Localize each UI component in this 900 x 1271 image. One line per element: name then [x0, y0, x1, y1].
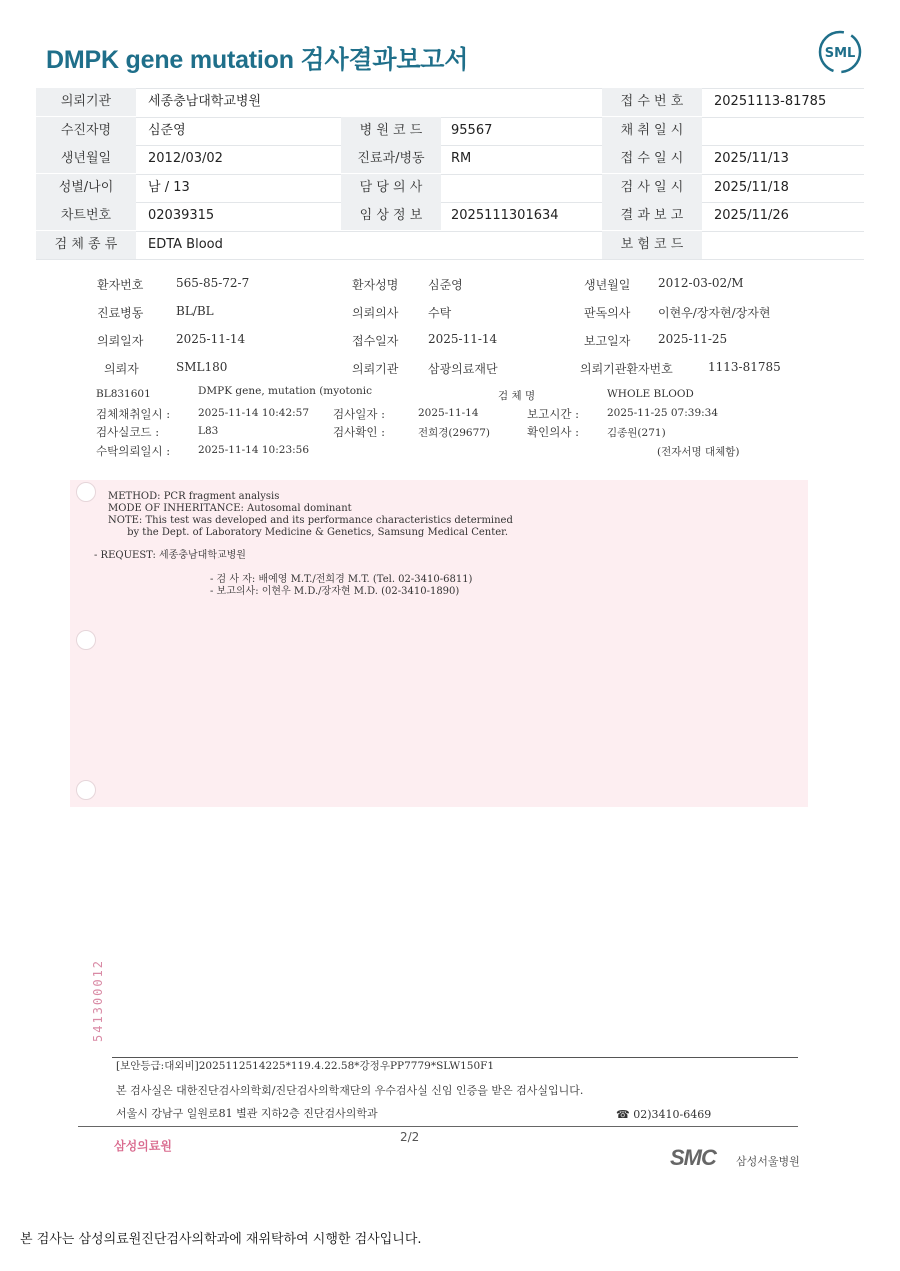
clinical-value: 2025111301634	[451, 208, 559, 223]
detail-collect-label: 검체채취일시 :	[96, 407, 171, 421]
scan-inst-value: 삼광의료재단	[428, 362, 498, 376]
hospital-code-label: 병 원 코 드	[341, 117, 441, 145]
scan-rep-date-label: 보고일자	[584, 334, 631, 348]
patient-info-table	[36, 88, 864, 260]
scan-patient-no-label: 환자번호	[97, 278, 144, 292]
smc-logo: SMC	[670, 1145, 716, 1170]
footer-divider-2	[78, 1126, 798, 1127]
inheritance-line: MODE OF INHERITANCE: Autosomal dominant	[108, 503, 352, 514]
birth-label: 생년월일	[36, 145, 136, 173]
phone-line: ☎ 02)3410-6469	[616, 1108, 712, 1121]
bottom-note: 본 검사는 삼성의료원진단검사의학과에 재위탁하여 시행한 검사입니다.	[20, 1232, 422, 1247]
samsung-medical-org: 삼성의료원	[114, 1139, 172, 1153]
receipt-no-value: 20251113-81785	[714, 94, 827, 109]
scan-rep-date-value: 2025-11-25	[658, 332, 728, 346]
detail-test-date-label: 검사일자 :	[333, 407, 385, 421]
scan-ward-label: 진료병동	[97, 306, 144, 320]
detail-confirm-label: 검사확인 :	[333, 425, 385, 439]
scan-req-date-value: 2025-11-14	[176, 332, 246, 346]
detail-outsource-label: 수탁의뢰일시 :	[96, 444, 171, 458]
chart-value: 02039315	[148, 208, 215, 223]
receipt-no-label: 접 수 번 호	[602, 88, 702, 116]
test-date-label: 검 사 일 시	[602, 174, 702, 202]
detail-report-time-value: 2025-11-25 07:39:34	[607, 407, 719, 419]
report-title: DMPK gene mutation 검사결과보고서	[46, 46, 469, 74]
scan-requester-value: SML180	[176, 360, 228, 374]
scan-inst-patient-label: 의뢰기관환자번호	[580, 362, 673, 376]
detail-lab-code-label: 검사실코드 :	[96, 425, 160, 439]
chart-label: 차트번호	[36, 202, 136, 230]
scan-rec-date-label: 접수일자	[352, 334, 399, 348]
insurance-label: 보 험 코 드	[602, 231, 702, 259]
reporter-line: - 보고의사: 이현우 M.D./장자현 M.D. (02-3410-1890)	[210, 586, 460, 597]
method-line: METHOD: PCR fragment analysis	[108, 491, 280, 502]
doctor-label: 담 당 의 사	[341, 174, 441, 202]
scan-patient-name-value: 심준영	[428, 278, 463, 292]
patient-label: 수진자명	[36, 117, 136, 145]
punch-hole	[76, 780, 96, 800]
scan-req-date-label: 의뢰일자	[97, 334, 144, 348]
security-line: [보안등급:대외비]2025112514225*119.4.22.58*강정우PP7779*SLW150F1	[116, 1060, 495, 1072]
scan-reader-label: 판독의사	[584, 306, 631, 320]
punch-hole	[76, 482, 96, 502]
detail-specimen-value: WHOLE BLOOD	[607, 388, 694, 400]
sex-age-value: 남 / 13	[148, 180, 190, 195]
dept-value: RM	[451, 151, 472, 166]
address-line: 서울시 강남구 일원로81 별관 지하2층 진단검사의학과	[116, 1107, 378, 1120]
scan-inst-label: 의뢰기관	[352, 362, 399, 376]
scan-requester-label: 의뢰자	[104, 362, 139, 376]
scan-ward-value: BL/BL	[176, 304, 214, 318]
referral-label: 의뢰기관	[36, 88, 136, 116]
collect-date-label: 채 취 일 시	[602, 117, 702, 145]
test-code: BL831601	[96, 388, 151, 400]
referral-value: 세종충남대학교병원	[148, 94, 262, 109]
detail-test-date-value: 2025-11-14	[418, 407, 479, 419]
smc-hospital-name: 삼성서울병원	[736, 1155, 800, 1168]
detail-confirm-value: 전희경(29677)	[418, 427, 491, 439]
scan-birth-label: 생년월일	[584, 278, 631, 292]
cert-line: 본 검사실은 대한진단검사의학회/진단검사의학재단의 우수검사실 신임 인증을 받은 검사실입니다.	[116, 1084, 584, 1097]
test-date-value: 2025/11/18	[714, 180, 789, 195]
detail-lab-code-value: L83	[198, 425, 219, 437]
scan-doctor-value: 수탁	[428, 306, 452, 320]
detail-collect-value: 2025-11-14 10:42:57	[198, 407, 310, 419]
scan-inst-patient-value: 1113-81785	[708, 360, 781, 374]
detail-confirm-doctor-value: 김종원(271)	[607, 427, 666, 439]
sml-logo	[818, 30, 862, 74]
dept-label: 진료과/병동	[341, 145, 441, 173]
receipt-date-value: 2025/11/13	[714, 151, 789, 166]
tester-line: - 검 사 자: 배예영 M.T./전희경 M.T. (Tel. 02-3410-6811)	[210, 574, 473, 585]
punch-hole	[76, 630, 96, 650]
detail-report-time-label: 보고시간 :	[527, 407, 579, 421]
request-line: - REQUEST: 세종충남대학교병원	[94, 550, 246, 561]
note-line-2: by the Dept. of Laboratory Medicine & Genetics, Samsung Medical Center.	[108, 527, 509, 538]
report-paper	[70, 480, 808, 807]
scan-rec-date-value: 2025-11-14	[428, 332, 498, 346]
detail-confirm-doctor-label: 확인의사 :	[527, 425, 579, 439]
scan-birth-value: 2012-03-02/M	[658, 276, 744, 290]
note-line-1: NOTE: This test was developed and its performance characteristics determined	[108, 515, 513, 526]
test-name: DMPK gene, mutation (myotonic	[198, 385, 373, 397]
clinical-label: 임 상 정 보	[341, 202, 441, 230]
scan-patient-no-value: 565-85-72-7	[176, 276, 250, 290]
receipt-date-label: 접 수 일 시	[602, 145, 702, 173]
birth-value: 2012/03/02	[148, 151, 223, 166]
esign-note: (전자서명 대체함)	[657, 446, 740, 458]
specimen-label: 검 체 종 류	[36, 231, 136, 259]
detail-outsource-value: 2025-11-14 10:23:56	[198, 444, 310, 456]
report-date-value: 2025/11/26	[714, 208, 789, 223]
hospital-code-value: 95567	[451, 123, 493, 138]
detail-specimen-label: 검 체 명	[498, 390, 536, 402]
patient-value: 심준영	[148, 123, 186, 138]
vertical-serial-number: 541300012	[91, 958, 105, 1042]
svg-text:SML: SML	[824, 46, 856, 61]
sex-age-label: 성별/나이	[36, 174, 136, 202]
page-number: 2/2	[400, 1130, 420, 1144]
scan-patient-name-label: 환자성명	[352, 278, 399, 292]
scan-reader-value: 이현우/장자현/장자현	[658, 306, 771, 320]
specimen-value: EDTA Blood	[148, 237, 223, 252]
scan-doctor-label: 의뢰의사	[352, 306, 399, 320]
report-date-label: 결 과 보 고	[602, 202, 702, 230]
